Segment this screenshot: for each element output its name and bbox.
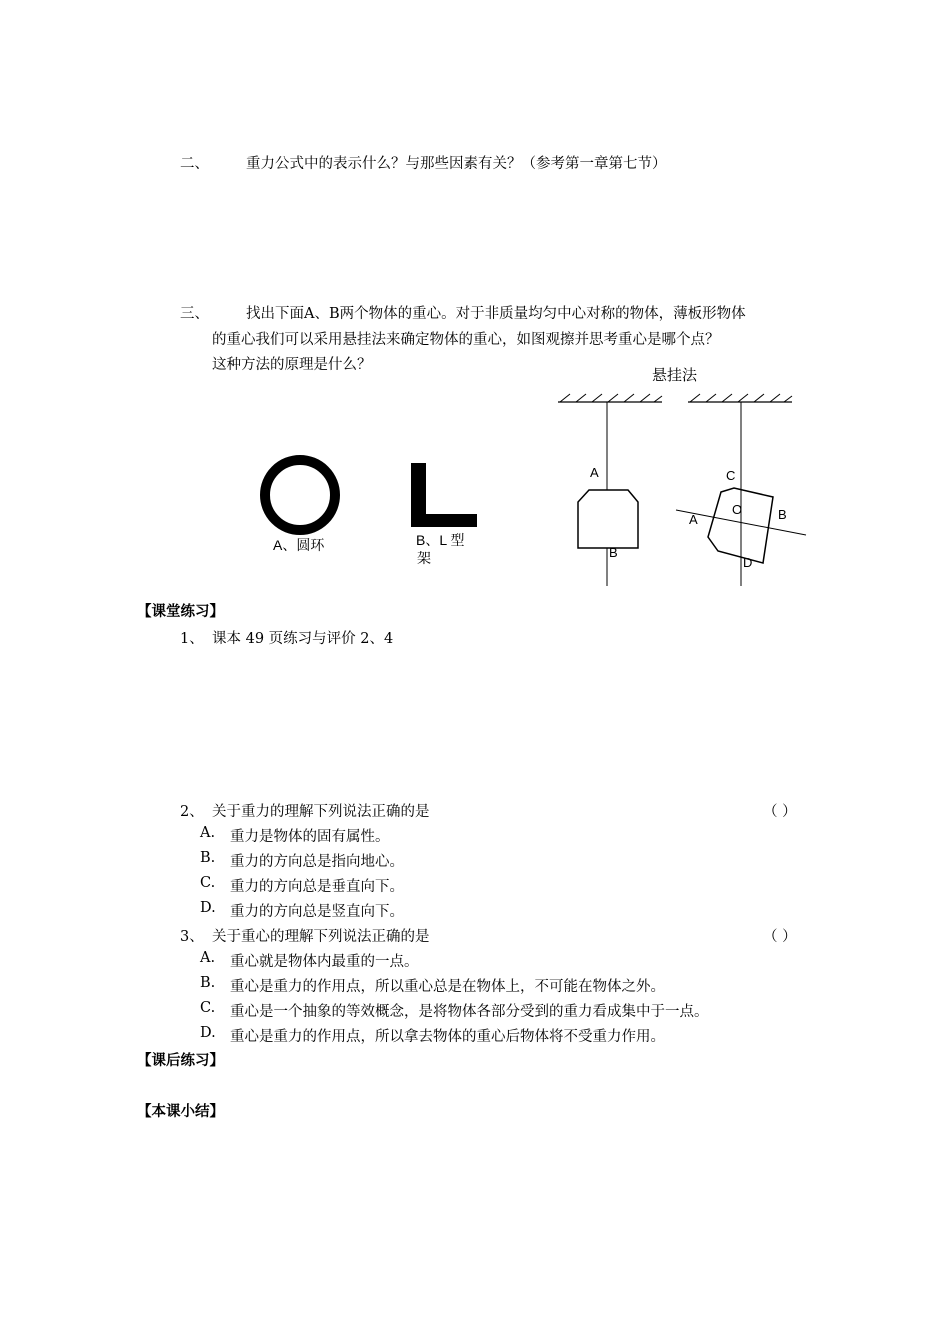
exercise-2-option-c-text: 重力的方向总是垂直向下。 <box>230 879 404 895</box>
exercise-2-answer-bracket: （ ） <box>763 804 797 820</box>
right-point-b-label: B <box>778 507 787 522</box>
exercise-3-option-a-text: 重心就是物体内最重的一点。 <box>230 954 419 970</box>
exercise-3-option-b-letter: B. <box>200 975 216 991</box>
exercise-2-option-b-letter: B. <box>200 850 216 866</box>
exercise-3-option-d-letter: D. <box>200 1025 216 1041</box>
question-3-number: 三、 <box>180 306 209 322</box>
exercise-3-option-a-letter: A. <box>200 950 216 966</box>
question-3-line-1: 找出下面A、B两个物体的重心。对于非质量均匀中心对称的物体，薄板形物体 <box>246 306 746 322</box>
exercise-2-option-a-letter: A. <box>200 825 216 841</box>
suspension-diagram-right <box>676 394 806 586</box>
exercise-3-option-c-letter: C. <box>200 1000 216 1016</box>
summary-heading: 【本课小结】 <box>137 1103 224 1120</box>
exercise-3-number: 3、 <box>180 929 204 945</box>
exercise-3-option-b-text: 重心是重力的作用点，所以重心总是在物体上，不可能在物体之外。 <box>230 979 665 995</box>
left-point-b-label: B <box>609 545 618 560</box>
ring-shape <box>265 460 335 530</box>
exercise-1-text: 课本 49 页练习与评价 2、4 <box>212 631 394 647</box>
classwork-heading: 【课堂练习】 <box>137 603 224 620</box>
center-of-gravity-figure <box>0 0 950 600</box>
exercise-3-text: 关于重心的理解下列说法正确的是 <box>212 929 430 945</box>
right-point-a-label: A <box>689 512 698 527</box>
l-frame-caption-line-1: B、L 型 <box>416 532 465 548</box>
exercise-2-option-c-letter: C. <box>200 875 216 891</box>
l-frame-caption-line-2: 架 <box>417 550 431 566</box>
exercise-3-option-d-text: 重心是重力的作用点，所以拿去物体的重心后物体将不受重力作用。 <box>230 1029 665 1045</box>
exercise-1-number: 1、 <box>180 631 204 647</box>
exercise-2-option-d-letter: D. <box>200 900 216 916</box>
left-point-a-label: A <box>590 465 599 480</box>
ceiling-hatch-left <box>560 394 662 402</box>
exercise-2-option-a-text: 重力是物体的固有属性。 <box>230 829 390 845</box>
suspension-method-title: 悬挂法 <box>652 367 698 384</box>
right-point-o-label: O <box>732 502 743 517</box>
exercise-3-option-c-text: 重心是一个抽象的等效概念，是将物体各部分受到的重力看成集中于一点。 <box>230 1004 709 1020</box>
right-point-d-label: D <box>743 555 753 570</box>
exercise-2-option-b-text: 重力的方向总是指向地心。 <box>230 854 404 870</box>
question-3-line-2: 的重心我们可以采用悬挂法来确定物体的重心，如图观擦并思考重心是哪个点？ <box>212 332 720 348</box>
l-frame-shape <box>411 463 477 527</box>
exercise-3-answer-bracket: （ ） <box>763 929 797 945</box>
ring-caption: A、圆环 <box>273 537 325 553</box>
homework-heading: 【课后练习】 <box>137 1052 224 1069</box>
plate-left <box>578 490 638 548</box>
exercise-2-text: 关于重力的理解下列说法正确的是 <box>212 804 430 820</box>
exercise-2-option-d-text: 重力的方向总是竖直向下。 <box>230 904 404 920</box>
question-2-number: 二、 <box>180 156 209 172</box>
ceiling-hatch-right <box>690 394 792 402</box>
right-point-c-label: C <box>726 468 736 483</box>
exercise-2-number: 2、 <box>180 804 204 820</box>
question-3-line-3: 这种方法的原理是什么？ <box>212 357 372 373</box>
question-2-text: 重力公式中的表示什么？与那些因素有关？（参考第一章第七节） <box>246 156 667 172</box>
